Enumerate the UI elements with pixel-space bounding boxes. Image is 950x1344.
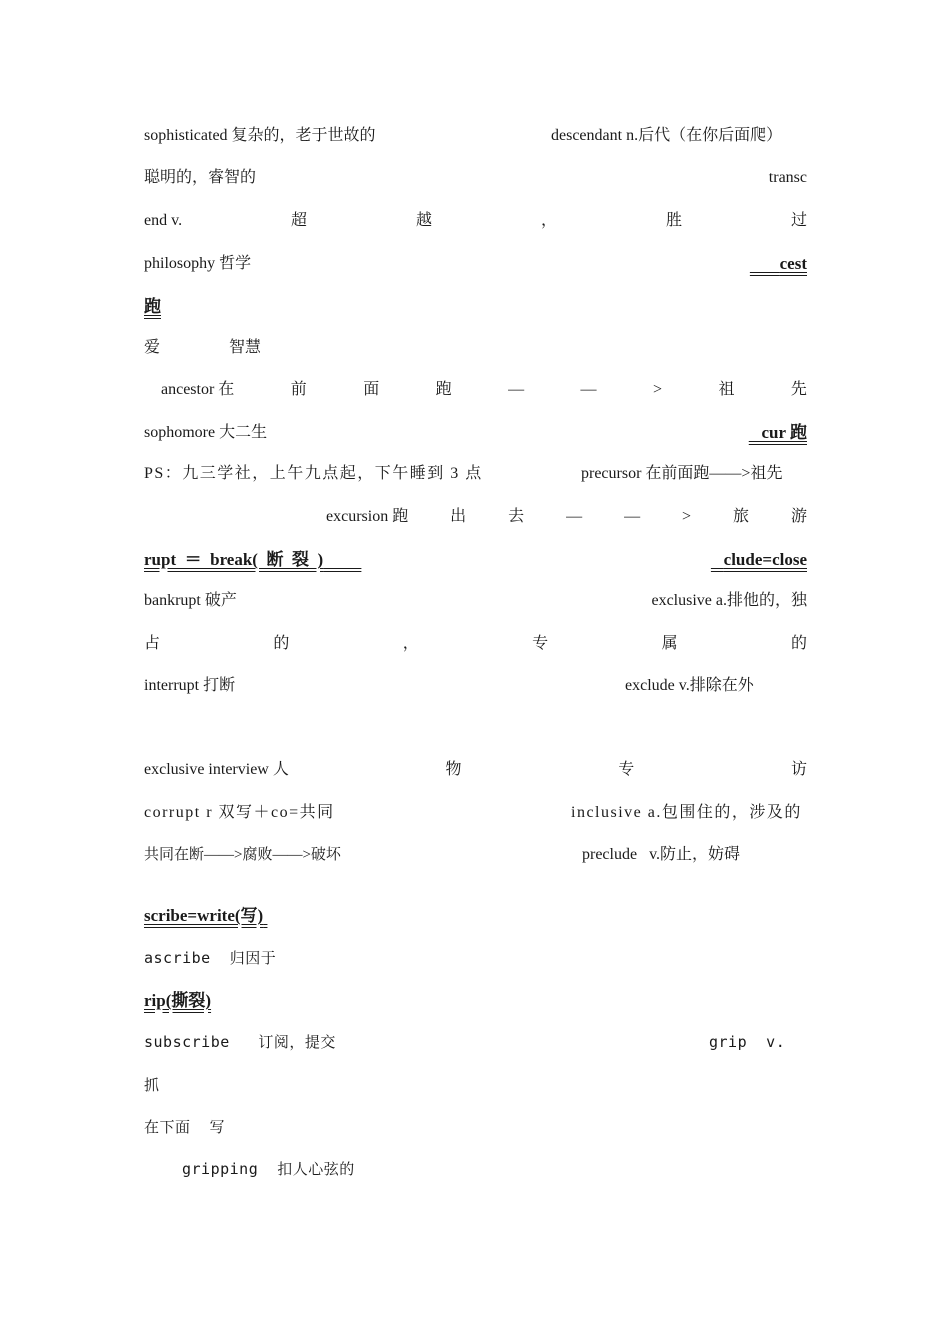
entry-bankrupt: bankrupt 破产	[144, 592, 237, 609]
text-segment: 专	[618, 761, 635, 778]
text-segment: exclusive interview 人	[144, 761, 289, 778]
entry-exclusive-meaning-line	[144, 634, 807, 654]
entry-excursion-line	[326, 507, 807, 527]
text-segment: 占	[144, 635, 161, 652]
text-segment: >	[652, 381, 663, 398]
text-segment: >	[682, 508, 692, 525]
entry-transcend-line	[144, 211, 807, 231]
text-segment: 跑	[435, 381, 452, 398]
philosophy-breakdown-wisdom: 智慧	[229, 339, 262, 356]
heading-cest-text: cest	[779, 254, 807, 273]
text-segment: ，	[541, 212, 558, 229]
text-segment: 越	[416, 212, 433, 229]
entry-corrupt-meaning: 共同在断——>腐败——>破坏	[144, 847, 341, 863]
text-segment: 去	[508, 508, 525, 525]
philosophy-breakdown-love: 爱	[144, 339, 161, 356]
text-segment: 专	[532, 635, 549, 652]
text-segment: 旅	[733, 508, 750, 525]
text-segment: ，	[402, 635, 419, 652]
entry-inclusive: inclusive a.包围住的，涉及的	[571, 804, 802, 821]
entry-descendant: descendant n.后代（在你后面爬）	[551, 127, 783, 144]
entry-ascribe: ascribe 归因于	[144, 949, 277, 967]
entry-precursor: precursor 在前面跑——>祖先	[581, 465, 783, 482]
entry-grip: grip v.	[709, 1033, 786, 1051]
text-segment: 前	[290, 381, 307, 398]
heading-scribe-text: scribe=write(写)	[144, 906, 264, 925]
text-segment: ancestor 在	[161, 381, 235, 398]
heading-cur-text: cur 跑	[761, 423, 807, 442]
text-segment: 超	[291, 212, 308, 229]
text-segment: 出	[450, 508, 467, 525]
text-segment: —	[566, 508, 583, 525]
entry-subscribe-breakdown: 在下面 写	[144, 1118, 226, 1136]
entry-philosophy: philosophy 哲学	[144, 255, 252, 272]
entry-exclusive-interview-line	[144, 760, 807, 780]
heading-cur	[700, 423, 807, 443]
text-segment: 先	[790, 381, 807, 398]
entry-exclude: exclude v.排除在外	[625, 677, 754, 694]
text-segment: 的	[273, 635, 290, 652]
text-segment: —	[580, 381, 597, 398]
text-segment: 游	[790, 508, 807, 525]
entry-interrupt: interrupt 打断	[144, 677, 236, 694]
heading-cest-meaning: 跑	[144, 297, 161, 316]
text-segment: 过	[790, 212, 807, 229]
text-segment: 访	[790, 761, 807, 778]
entry-exclusive: exclusive a.排他的，独	[651, 592, 807, 609]
heading-clude-text: clude=close	[723, 550, 807, 569]
entry-grip-meaning: 抓	[144, 1076, 160, 1094]
heading-cest	[722, 254, 807, 274]
entry-subscribe: subscribe 订阅，提交	[144, 1033, 336, 1051]
entry-transcend-fragment: transc	[768, 169, 807, 186]
text-segment: 的	[790, 635, 807, 652]
text-segment: —	[508, 381, 525, 398]
heading-rupt-text: rupt ＝ break( 断 裂 )	[144, 550, 324, 569]
text-segment: 祖	[718, 381, 735, 398]
entry-corrupt: corrupt r 双写＋co=共同	[144, 804, 335, 821]
text-segment: 物	[445, 761, 462, 778]
heading-rupt	[144, 550, 361, 570]
entry-gripping: gripping 扣人心弦的	[182, 1160, 355, 1178]
heading-rip: rip(撕裂)	[144, 991, 212, 1010]
heading-clude	[690, 550, 807, 570]
note-ps: PS：九三学社，上午九点起，下午睡到 3 点	[144, 465, 483, 482]
text-segment: 属	[661, 635, 678, 652]
text-segment: excursion 跑	[326, 508, 409, 525]
text-segment: end v.	[144, 212, 183, 229]
text-segment: 胜	[665, 212, 682, 229]
text-segment: —	[624, 508, 641, 525]
entry-ancestor-line	[161, 380, 807, 400]
heading-scribe	[144, 906, 267, 926]
entry-preclude: preclude v.防止，妨碍	[582, 846, 741, 863]
entry-sophisticated-meaning: 聪明的，睿智的	[144, 169, 257, 186]
entry-sophomore: sophomore 大二生	[144, 424, 268, 441]
entry-sophisticated: sophisticated 复杂的，老于世故的	[144, 127, 376, 144]
text-segment: 面	[363, 381, 380, 398]
